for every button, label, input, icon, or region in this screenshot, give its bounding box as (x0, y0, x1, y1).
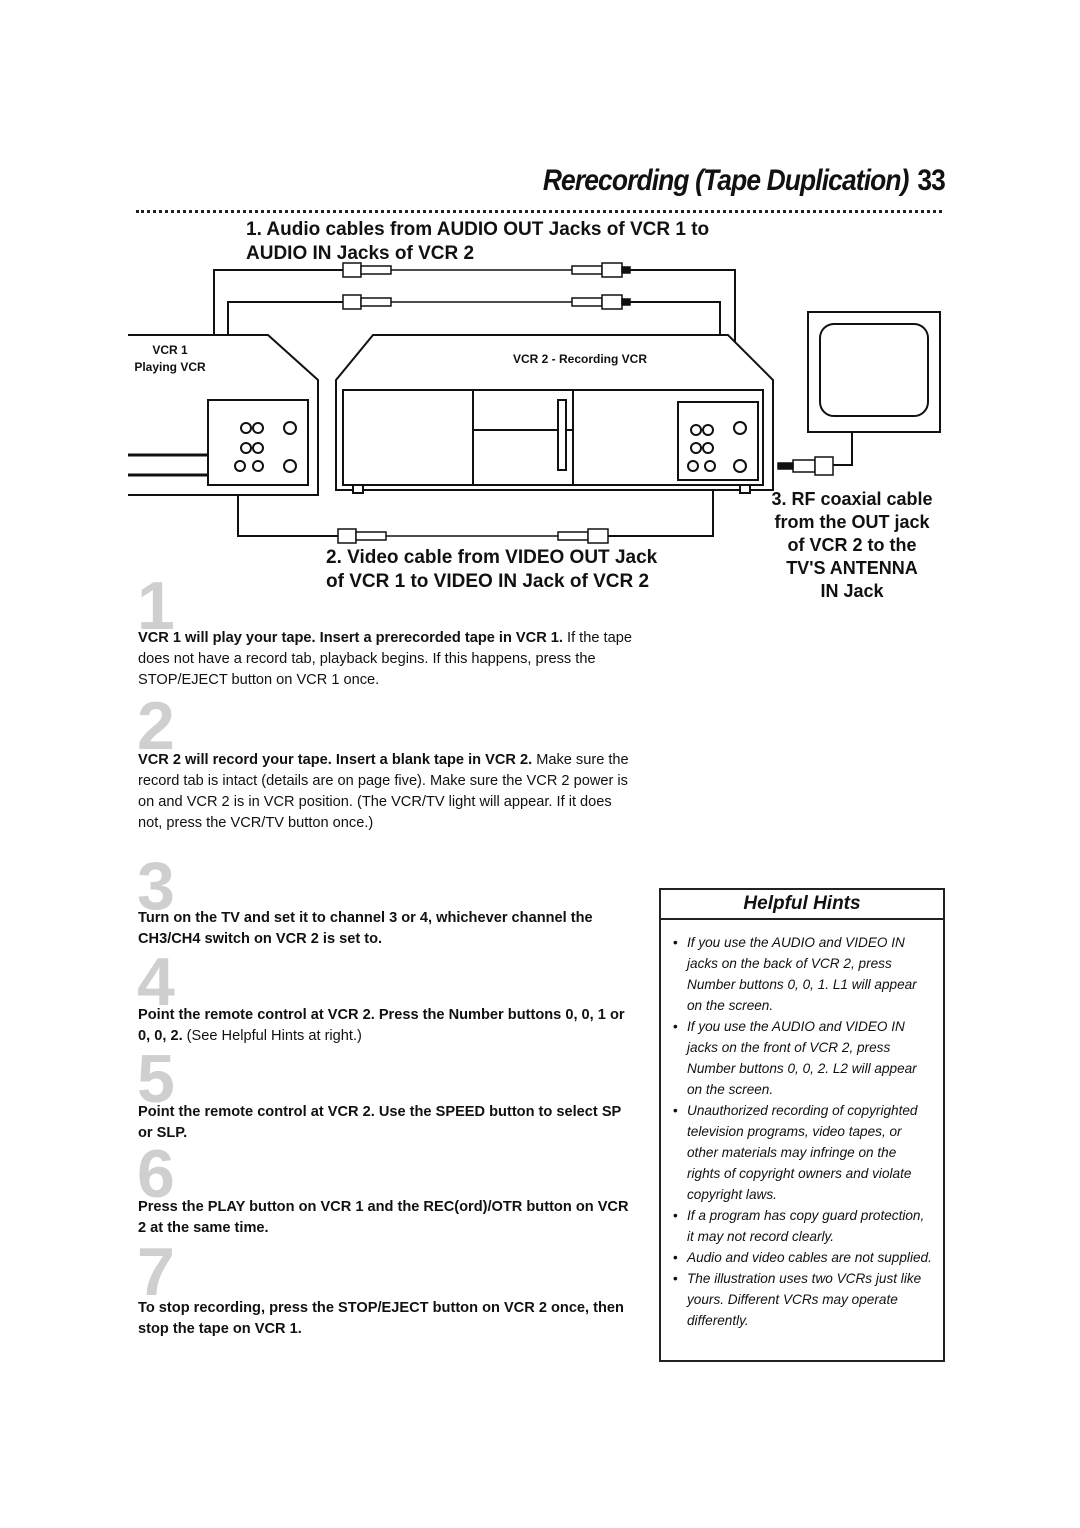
caption-rf-line2: from the OUT jack (774, 512, 930, 532)
step-number-1: 1 (137, 568, 175, 644)
step-2-bold: VCR 2 will record your tape. Insert a blank tape in VCR 2. (138, 752, 533, 768)
hint-item: • If you use the AUDIO and VIDEO IN jacks on the front of VCR 2, press Number buttons 0, 0, 2. L2 will appear on the screen. (679, 1016, 933, 1100)
rf-coaxial-plug (778, 457, 833, 475)
caption-audio-line1: 1. Audio cables from AUDIO OUT Jacks of VCR 1 to (246, 219, 710, 240)
vcr1-unit (128, 335, 318, 495)
step-1-text: If the tape does not have a record tab, playback begins. If this happens, press the STOP/EJECT button on VCR 1 once. (138, 630, 632, 688)
vcr1-label: VCR 1 (152, 343, 188, 357)
caption-rf-cable (762, 488, 942, 603)
header-divider (136, 210, 942, 213)
step-7 (138, 1298, 636, 1340)
caption-video-line1: 2. Video cable from VIDEO OUT Jack (326, 547, 658, 568)
step-6 (138, 1197, 636, 1239)
step-number-4: 4 (137, 944, 175, 1020)
rf-cable-wire (833, 432, 852, 465)
caption-rf-line5: IN Jack (820, 581, 884, 601)
caption-audio-cables (246, 218, 709, 266)
caption-video-cable (326, 546, 657, 594)
tv-set (808, 312, 940, 432)
vcr1-sublabel: Playing VCR (134, 360, 206, 374)
caption-rf-line4: TV'S ANTENNA (786, 558, 918, 578)
step-1 (138, 628, 636, 691)
step-1-bold: VCR 1 will play your tape. Insert a prerecorded tape in VCR 1. (138, 630, 563, 646)
hint-item: • The illustration uses two VCRs just like yours. Different VCRs may operate differently. (679, 1268, 933, 1331)
hint-item: • If a program has copy guard protection, it may not record clearly. (679, 1205, 933, 1247)
step-number-7: 7 (137, 1234, 175, 1310)
page-title: Rerecording (Tape Duplication) (542, 164, 909, 197)
helpful-hints-list (661, 920, 943, 1331)
step-2-text: Make sure the record tab is intact (details are on page five). Make sure the VCR 2 power is on and VCR 2 is in VCR position. (The VCR/TV light will appear. If it does not, press the VCR/TV button once.) (138, 752, 629, 831)
caption-rf-line3: of VCR 2 to the (787, 535, 917, 555)
step-5 (138, 1102, 636, 1144)
step-4 (138, 1005, 636, 1047)
step-4-bold: Point the remote control at VCR 2. Press the Number buttons 0, 0, 1 or 0, 0, 2. (138, 1007, 625, 1044)
helpful-hints-box (659, 888, 945, 1362)
hint-item: • Audio and video cables are not supplied. (679, 1247, 933, 1268)
step-4-text: (See Helpful Hints at right.) (182, 1028, 362, 1044)
step-number-6: 6 (137, 1136, 175, 1212)
step-3 (138, 908, 636, 950)
step-number-3: 3 (137, 848, 175, 924)
step-number-5: 5 (137, 1041, 175, 1117)
step-3-bold: Turn on the TV and set it to channel 3 or 4, whichever channel the CH3/CH4 switch on VCR 2 is set to. (138, 910, 593, 947)
video-cable (338, 529, 608, 543)
step-6-bold: Press the PLAY button on VCR 1 and the REC(ord)/OTR button on VCR 2 at the same time. (138, 1199, 629, 1236)
step-5-bold: Point the remote control at VCR 2. Use the SPEED button to select SP or SLP. (138, 1104, 622, 1141)
step-number-2: 2 (137, 688, 175, 764)
caption-video-line2: of VCR 1 to VIDEO IN Jack of VCR 2 (326, 571, 650, 592)
audio-cable-2 (343, 295, 630, 309)
page-header (543, 164, 945, 198)
helpful-hints-title: Helpful Hints (661, 890, 943, 920)
step-2 (138, 750, 636, 834)
caption-audio-line2: AUDIO IN Jacks of VCR 2 (246, 243, 475, 264)
hint-item: • If you use the AUDIO and VIDEO IN jacks on the back of VCR 2, press Number buttons 0, 0, 1. L1 will appear on the screen. (679, 932, 933, 1016)
page-number: 33 (917, 164, 945, 197)
step-7-bold: To stop recording, press the STOP/EJECT button on VCR 2 once, then stop the tape on VCR 1. (138, 1300, 624, 1337)
hint-item: • Unauthorized recording of copyrighted television programs, video tapes, or other materials may infringe on the rights of copyright owners and violate copyright laws. (679, 1100, 933, 1205)
vcr2-label: VCR 2 - Recording VCR (512, 352, 648, 366)
caption-rf-line1: 3. RF coaxial cable (771, 489, 933, 509)
